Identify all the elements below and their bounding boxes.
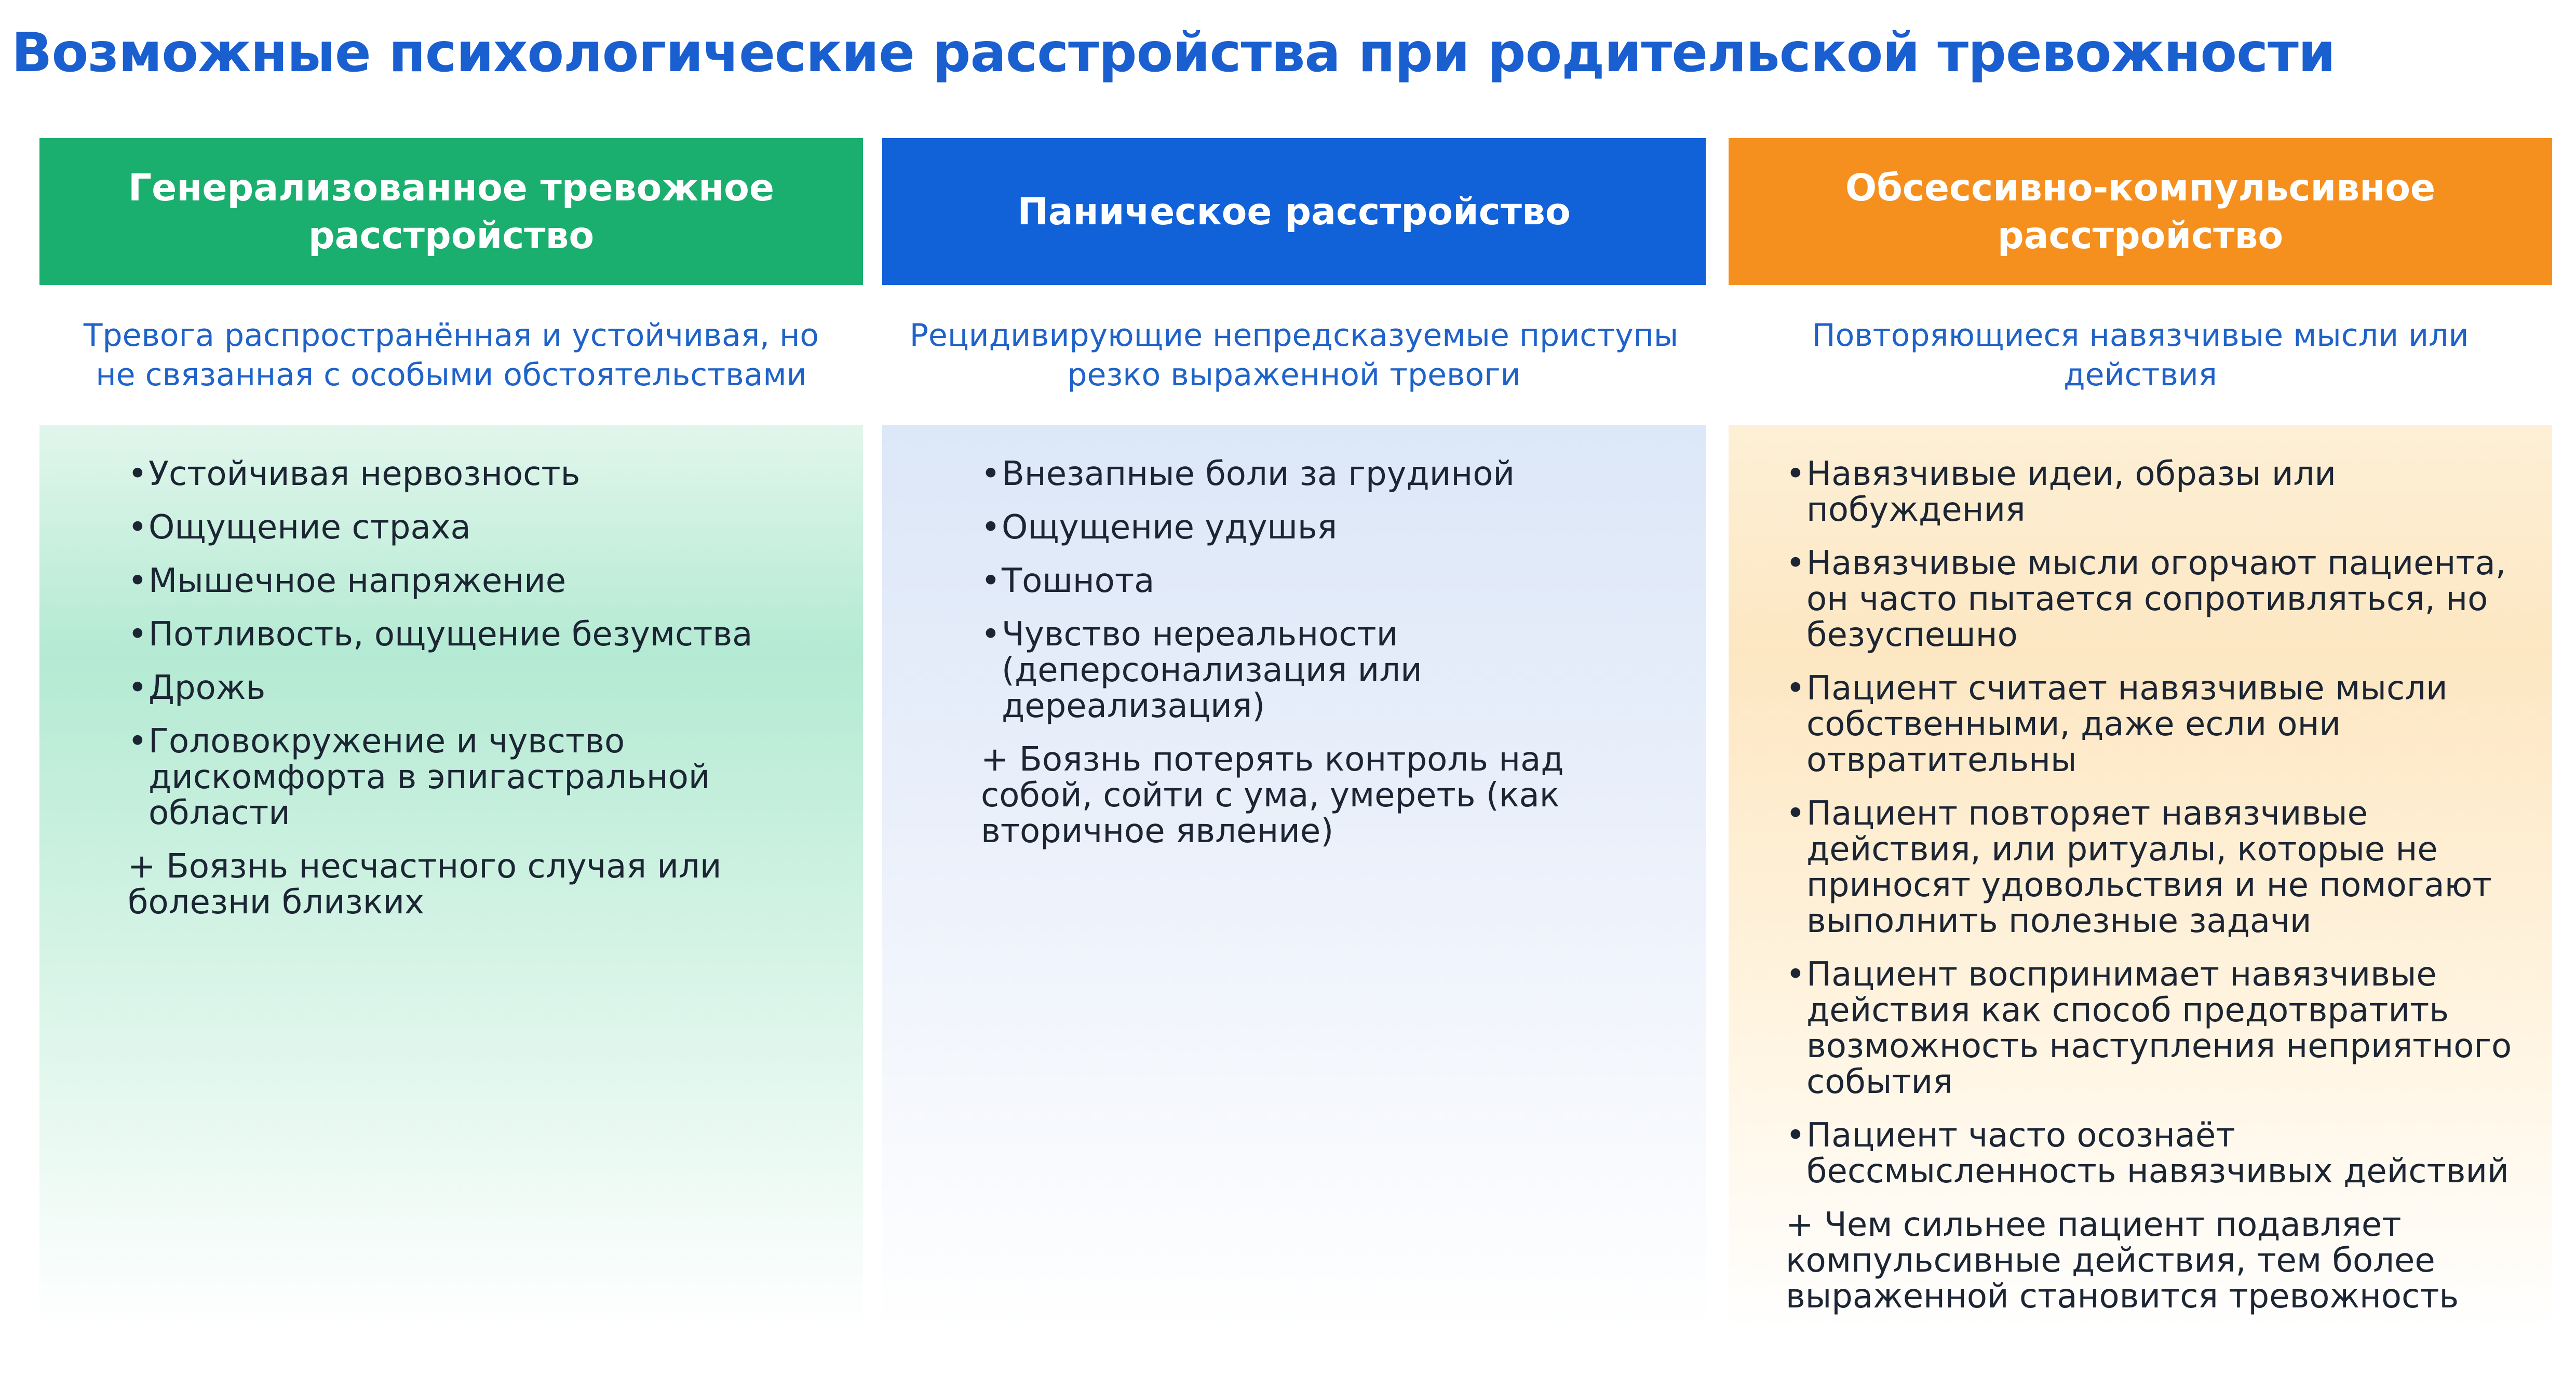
symptoms-list [981,456,1675,724]
column-heading: Генерализованное тревожное расстройство [39,138,863,285]
column-description: Тревога распространённая и устойчивая, но не связанная с особыми обстоятельствами [83,317,819,393]
list-item: • Тошнота [981,563,1675,599]
additional-note: + Боязнь несчастного случая или болезни близких [128,847,722,922]
list-item: • Пациент часто осознаёт бессмысленность навязчивых действий [1786,1118,2521,1190]
list-item: • Пациент воспринимает навязчивые действия как способ предотвратить возможность наступления неприятного события [1786,957,2521,1100]
symptoms-list [128,456,832,831]
list-item: • Пациент повторяет навязчивые действия, или ритуалы, которые не приносят удовольствия и не помогают выполнить полезные задачи [1786,796,2521,939]
list-item: • Ощущение удушья [981,510,1675,546]
list-item: • Навязчивые идеи, образы или побуждения [1786,456,2521,528]
column-panic-disorder [882,138,1706,1332]
symptoms-panel [1729,425,2552,1334]
list-item: • Головокружение и чувство дискомфорта в эпигастральной области [128,724,832,831]
column-heading: Паническое расстройство [882,138,1706,285]
list-item: • Навязчивые мысли огорчают пациента, он часто пытается сопротивляться, но безуспешно [1786,546,2521,653]
list-item: • Ощущение страха [128,510,832,546]
list-item: • Чувство нереальности (деперсонализация или дереализация) [981,617,1675,724]
column-ocd [1729,138,2552,1332]
list-item: • Внезапные боли за грудиной [981,456,1675,492]
column-heading: Обсессивно-компульсивное расстройство [1729,138,2552,285]
symptoms-panel [39,425,863,1334]
additional-note: + Чем сильнее пациент подавляет компульсивные действия, тем более выраженной становится тревожность [1786,1206,2459,1316]
column-description: Повторяющиеся навязчивые мысли или действия [1812,317,2469,393]
additional-note: + Боязнь потерять контроль над собой, сойти с ума, умереть (как вторичное явление) [981,740,1564,851]
list-item: • Дрожь [128,670,832,706]
page-title: Возможные психологические расстройства при родительской тревожности [11,22,2336,84]
column-generalized-anxiety [39,138,863,1332]
list-item: • Устойчивая нервозность [128,456,832,492]
list-item: • Пациент считает навязчивые мысли собственными, даже если они отвратительны [1786,671,2521,778]
list-item: • Потливость, ощущение безумства [128,617,832,653]
symptoms-list [1786,456,2521,1190]
symptoms-panel [882,425,1706,1334]
column-description: Рецидивирующие непредсказуемые приступы резко выраженной тревоги [909,317,1679,393]
list-item: • Мышечное напряжение [128,563,832,599]
